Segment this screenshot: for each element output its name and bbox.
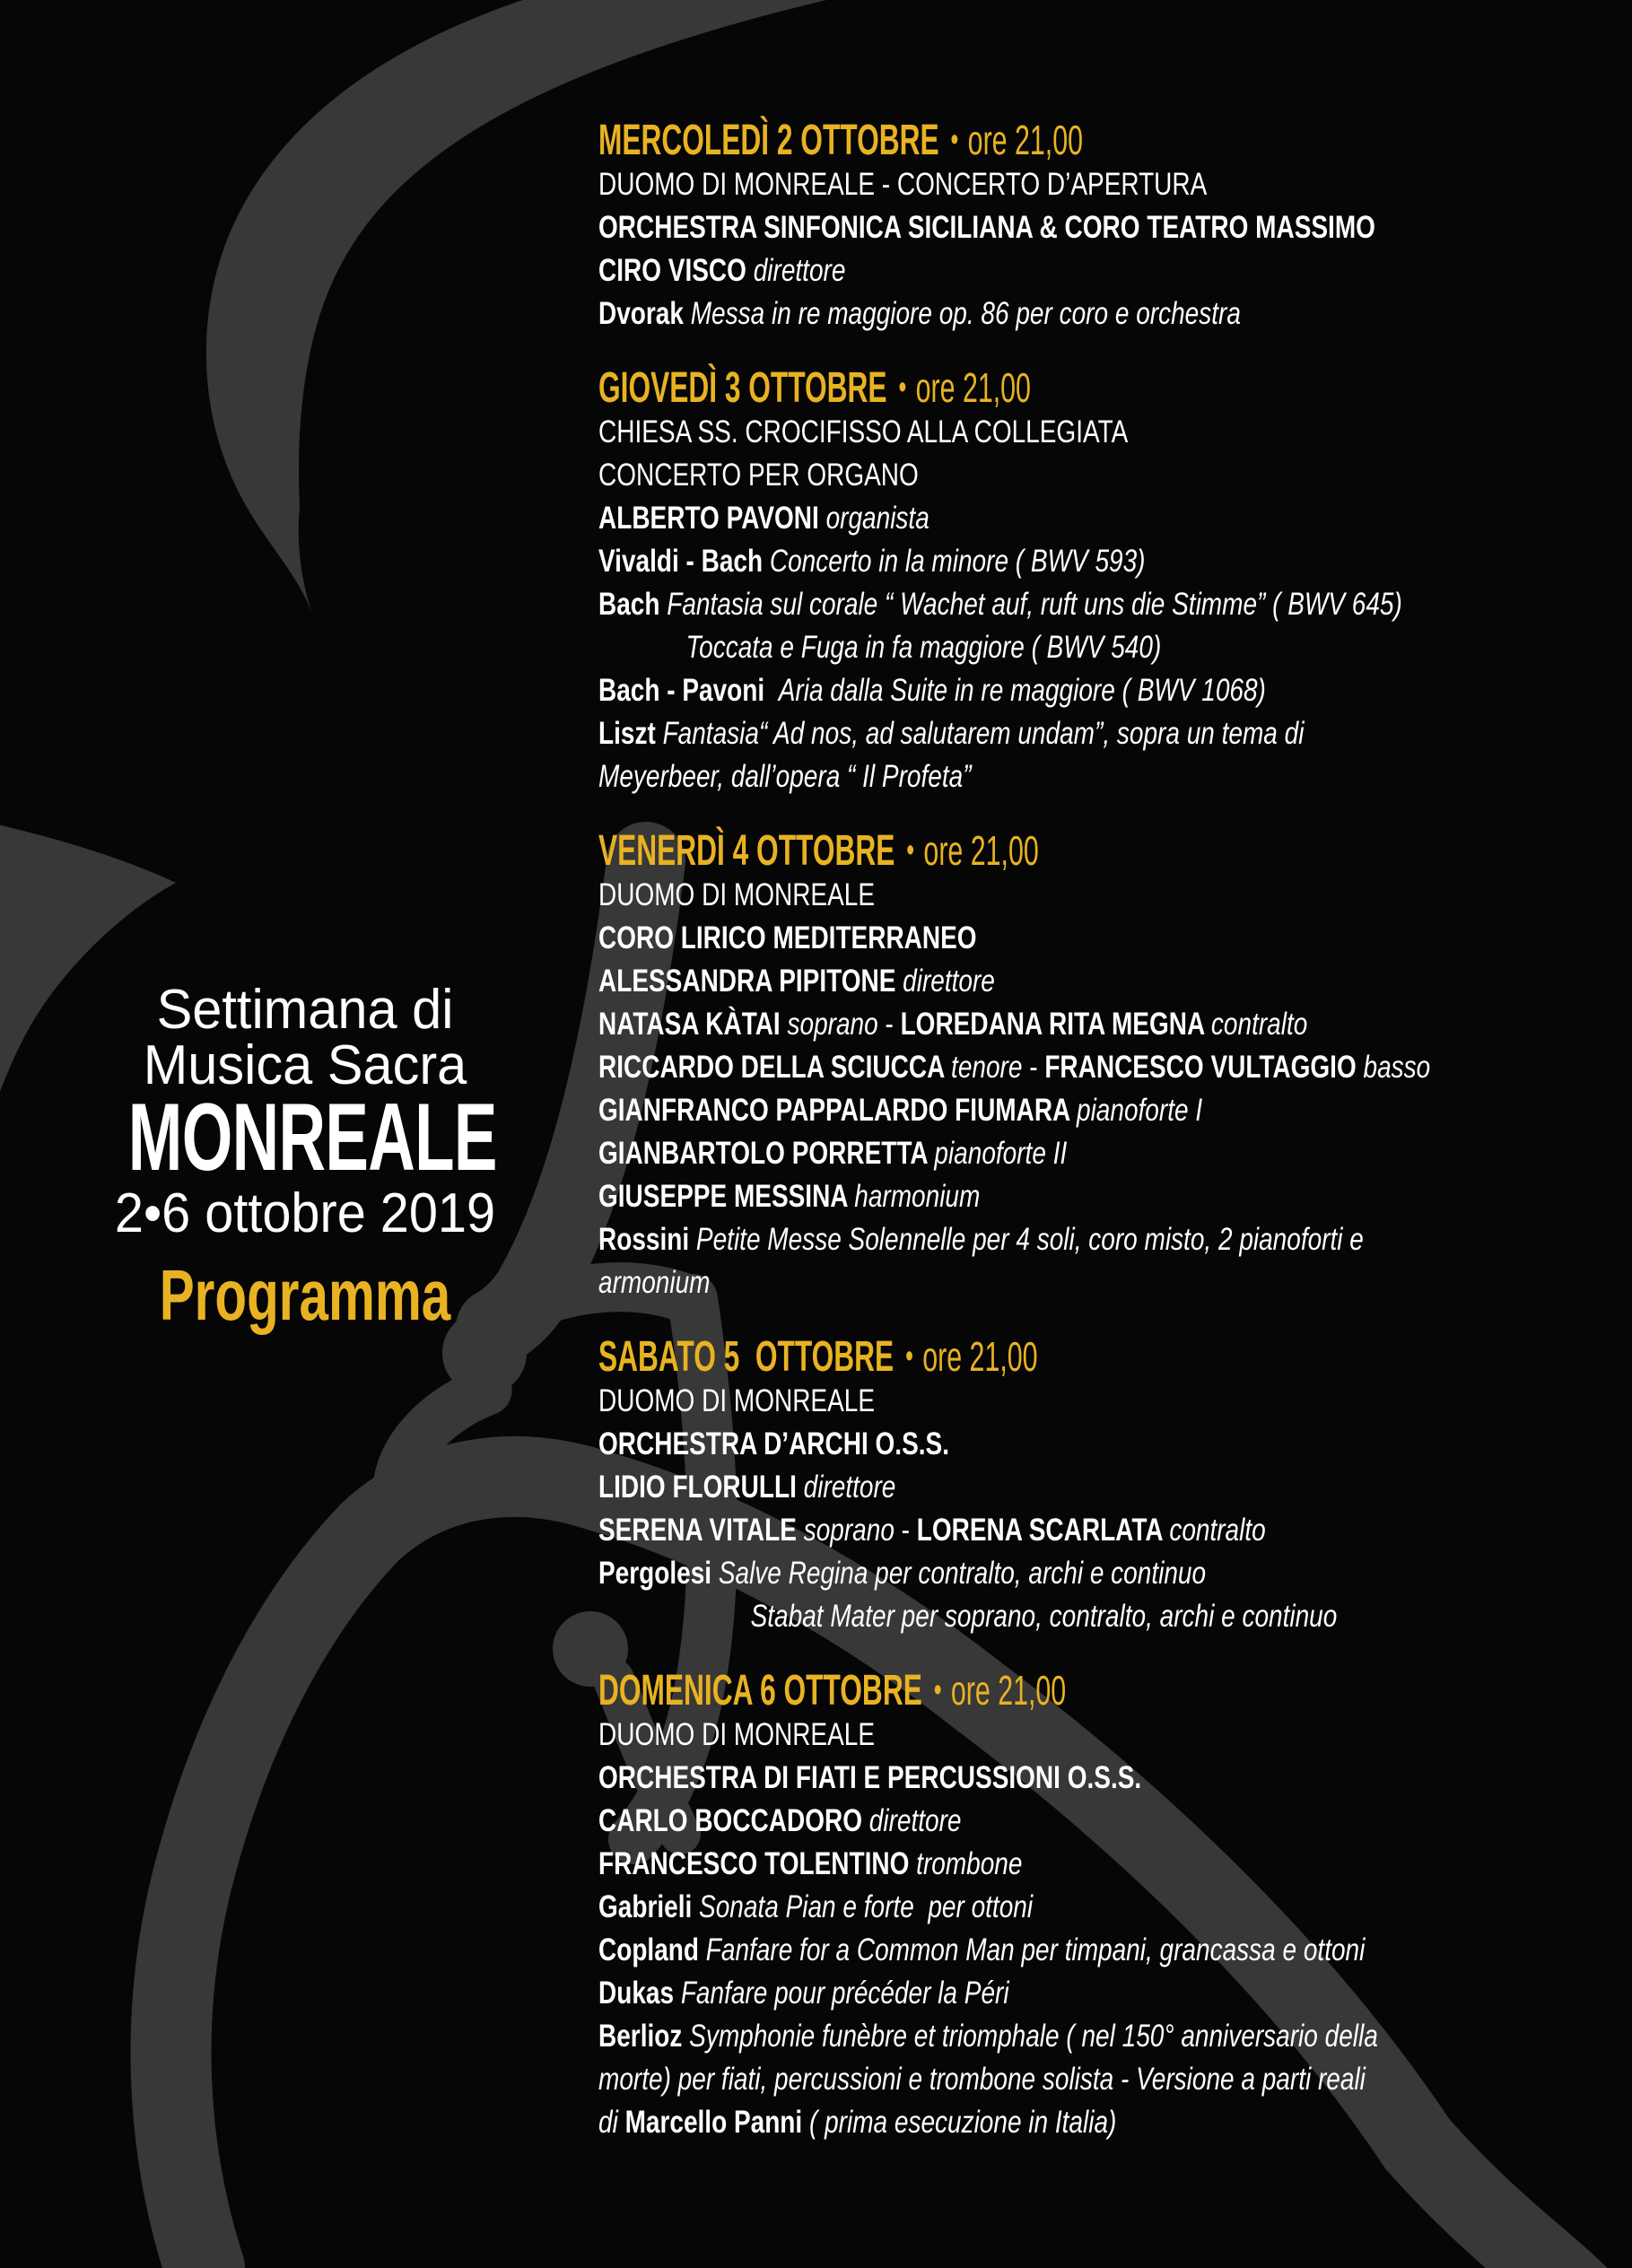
text-segment: Fantasia sul corale “ Wachet auf, ruft uns die Stimme” ( BWV 645) (667, 587, 1402, 622)
program-line (598, 583, 1426, 626)
text-segment: soprano (803, 1513, 895, 1548)
bullet-icon: • (950, 120, 959, 157)
text-segment: basso (1363, 1050, 1431, 1085)
program-line (598, 1972, 1426, 2015)
text-segment: Rossini (598, 1222, 696, 1257)
program-line (598, 1757, 1426, 1800)
text-segment: Toccata e Fuga in fa maggiore ( BWV 540) (685, 630, 1162, 665)
text-segment: Vivaldi - Bach (598, 544, 770, 579)
text-segment: CHIESA SS. CROCIFISSO ALLA COLLEGIATA (598, 414, 1129, 449)
text-segment: LIDIO FLORULLI (598, 1470, 804, 1505)
text-segment: harmonium (854, 1179, 981, 1214)
program-line (598, 1929, 1426, 1972)
text-segment: ORCHESTRA SINFONICA SICILIANA & CORO TEATRO MASSIMO (598, 210, 1375, 245)
text-segment: Salve Regina per contralto, archi e continuo (718, 1556, 1207, 1591)
text-segment: Aria dalla Suite in re maggiore ( BWV 1068) (778, 673, 1266, 708)
event-time: ore 21,00 (923, 827, 1039, 874)
event-time: ore 21,00 (950, 1667, 1067, 1714)
bullet-icon: • (906, 831, 914, 868)
text-segment: Fanfare pour précéder la Péri (680, 1976, 1009, 2011)
event-section (598, 117, 1632, 336)
program-line (598, 960, 1426, 1003)
program-line (598, 2015, 1426, 2058)
text-segment: DUOMO DI MONREALE - CONCERTO D’APERTURA (598, 167, 1208, 202)
text-segment: Petite Messe Solennelle per 4 soli, coro misto, 2 pianoforti e (695, 1222, 1364, 1257)
program-label: Programma (159, 1255, 451, 1335)
brand-line-2: Musica Sacra (143, 1034, 467, 1096)
program-line (598, 874, 1426, 917)
text-segment: CORO LIRICO MEDITERRANEO (598, 920, 977, 955)
text-segment: GIUSEPPE MESSINA (598, 1179, 855, 1214)
program-line (598, 1423, 1426, 1466)
program-line (598, 755, 1426, 798)
text-segment: Meyerbeer, dall’opera “ Il Profeta” (598, 759, 972, 794)
program-line (598, 1046, 1431, 1089)
text-segment: Dvorak (598, 296, 691, 331)
text-segment: Messa in re maggiore op. 86 per coro e orchestra (690, 296, 1241, 331)
program-line (598, 712, 1426, 755)
bullet-icon: • (905, 1337, 913, 1374)
text-segment: DUOMO DI MONREALE (598, 1383, 876, 1418)
program-line (598, 540, 1426, 583)
text-segment: contralto (1210, 1007, 1308, 1042)
program-line (598, 1552, 1426, 1595)
text-segment: DUOMO DI MONREALE (598, 877, 876, 912)
text-segment: Sonata Pian e forte per ottoni (699, 1889, 1034, 1924)
text-segment: CARLO BOCCADORO (598, 1803, 869, 1838)
text-segment: - (894, 1513, 917, 1548)
text-segment: organista (825, 501, 929, 536)
program-line (598, 2058, 1426, 2101)
text-segment: Fantasia“ Ad nos, ad salutarem undam”, sopra un tema di (662, 716, 1305, 751)
program-line (598, 1261, 1426, 1304)
text-segment: ALESSANDRA PIPITONE (598, 964, 903, 999)
text-segment: ALBERTO PAVONI (598, 501, 826, 536)
event-heading (598, 827, 1280, 874)
text-segment: LOREDANA RITA MEGNA (900, 1007, 1211, 1042)
event-time: ore 21,00 (922, 1333, 1038, 1380)
text-segment: direttore (753, 253, 846, 288)
text-segment: Concerto in la minore ( BWV 593) (769, 544, 1146, 579)
text-segment: tenore (951, 1050, 1023, 1085)
event-time: ore 21,00 (915, 364, 1031, 411)
text-segment: direttore (868, 1803, 962, 1838)
event-day: MERCOLEDÌ 2 OTTOBRE (598, 117, 939, 164)
program-line (598, 1132, 1426, 1175)
text-segment: Liszt (598, 716, 663, 751)
text-segment: LORENA SCARLATA (916, 1513, 1170, 1548)
program-line (598, 454, 1426, 497)
event-day: VENERDÌ 4 OTTOBRE (598, 827, 895, 875)
text-segment: ORCHESTRA DI FIATI E PERCUSSIONI O.S.S. (598, 1760, 1142, 1795)
bullet-icon: • (934, 1670, 942, 1707)
text-segment: CONCERTO PER ORGANO (598, 458, 919, 493)
text-segment: SERENA VITALE (598, 1513, 804, 1548)
event-heading (598, 1667, 1280, 1714)
program-line (598, 1218, 1426, 1261)
event-day: SABATO 5 OTTOBRE (598, 1333, 895, 1381)
program-line (598, 249, 1426, 292)
event-section (598, 827, 1632, 1304)
text-segment: Berlioz (598, 2019, 690, 2054)
event-section (598, 364, 1632, 798)
event-day: GIOVEDÌ 3 OTTOBRE (598, 364, 887, 412)
text-segment: DUOMO DI MONREALE (598, 1717, 876, 1752)
program-line (598, 1886, 1426, 1929)
event-heading (598, 1333, 1280, 1380)
bullet-icon: • (898, 368, 907, 405)
text-segment: di (598, 2105, 625, 2140)
text-segment: Symphonie funèbre et triomphale ( nel 150° anniversario della (689, 2019, 1378, 2054)
text-segment: Stabat Mater per soprano, contralto, archi e continuo (750, 1599, 1338, 1634)
text-segment: contralto (1169, 1513, 1266, 1548)
program-line (598, 2101, 1426, 2144)
event-section (598, 1333, 1632, 1638)
program-line (598, 292, 1426, 336)
program-line (598, 411, 1426, 454)
program-line (598, 206, 1426, 249)
text-segment: Copland (598, 1932, 706, 1967)
text-segment: FRANCESCO TOLENTINO (598, 1846, 917, 1881)
program-line (598, 1800, 1426, 1843)
event-heading (598, 364, 1280, 411)
program-line (598, 1466, 1426, 1509)
text-segment: pianoforte I (1077, 1093, 1203, 1128)
event-section (598, 1667, 1632, 2144)
text-segment: NATASA KÀTAI (598, 1007, 788, 1042)
event-time: ore 21,00 (967, 117, 1083, 163)
text-segment: direttore (803, 1470, 896, 1505)
program-line (598, 1843, 1426, 1886)
event-day: DOMENICA 6 OTTOBRE (598, 1667, 922, 1714)
text-segment: Bach - Pavoni (598, 673, 779, 708)
text-segment: FRANCESCO VULTAGGIO (1044, 1050, 1364, 1085)
text-segment: Marcello Panni (624, 2105, 809, 2140)
program-line (598, 1003, 1426, 1046)
text-segment: ( prima esecuzione in Italia) (808, 2105, 1117, 2140)
text-segment: armonium (598, 1265, 711, 1300)
text-segment: GIANFRANCO PAPPALARDO FIUMARA (598, 1093, 1078, 1128)
text-segment: CIRO VISCO (598, 253, 754, 288)
program-list (598, 117, 1632, 2173)
text-segment: Bach (598, 587, 668, 622)
program-line (598, 1714, 1426, 1757)
text-segment: direttore (903, 964, 995, 999)
text-segment: GIANBARTOLO PORRETTA (598, 1136, 935, 1171)
program-line (598, 917, 1426, 960)
brand-title: MONREALE (127, 1083, 497, 1191)
text-segment: - (1022, 1050, 1045, 1085)
event-heading (598, 117, 1280, 163)
program-line (598, 497, 1426, 540)
brand-line-1: Settimana di (156, 979, 454, 1041)
text-segment: Fanfare for a Common Man per timpani, grancassa e ottoni (705, 1932, 1366, 1967)
text-segment: RICCARDO DELLA SCIUCCA (598, 1050, 952, 1085)
brand-block (45, 979, 565, 1335)
text-segment: morte) per fiati, percussioni e trombone solista - Versione a parti reali (598, 2062, 1366, 2097)
program-line (598, 1089, 1426, 1132)
text-segment: - (877, 1007, 901, 1042)
text-segment: pianoforte II (934, 1136, 1068, 1171)
program-line (598, 626, 1426, 669)
program-line (598, 163, 1426, 206)
program-line (598, 1509, 1426, 1552)
text-segment: Gabrieli (598, 1889, 700, 1924)
program-line (598, 1175, 1426, 1218)
text-segment: trombone (916, 1846, 1023, 1881)
text-segment: soprano (787, 1007, 878, 1042)
program-line (598, 1595, 1426, 1638)
text-segment: Dukas (598, 1976, 681, 2011)
program-line (598, 1380, 1426, 1423)
text-segment: Pergolesi (598, 1556, 719, 1591)
text-segment: ORCHESTRA D’ARCHI O.S.S. (598, 1426, 949, 1461)
program-line (598, 669, 1426, 712)
brand-dates: 2•6 ottobre 2019 (114, 1182, 496, 1244)
